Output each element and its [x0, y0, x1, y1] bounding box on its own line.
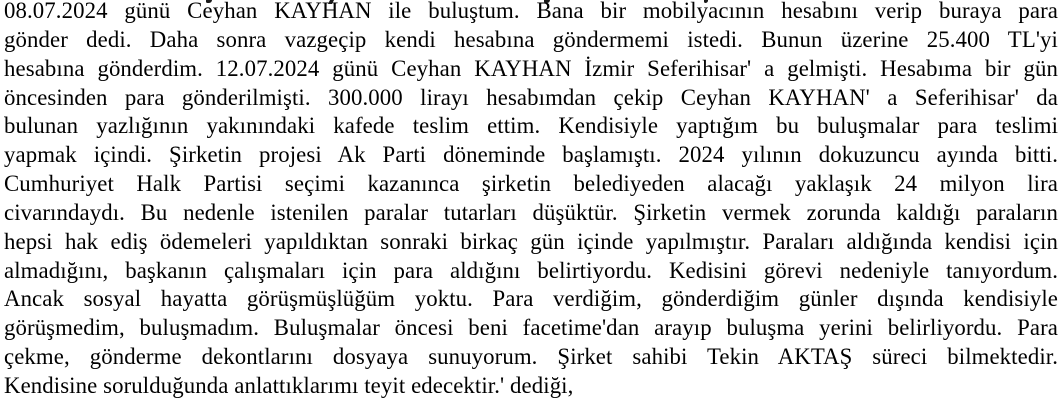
text-line: çekme, gönderme dekontlarını dosyaya sunuyorum. Şirket sahibi Tekin AKTAŞ süreci bilmektedir.: [4, 344, 1058, 370]
text-line: 08.07.2024 günü Ceyhan KAYHAN ile buluştum. Bana bir mobilyacının hesabını verip buraya para: [4, 0, 1058, 23]
text-line: hesabına gönderdim. 12.07.2024 günü Ceyhan KAYHAN İzmir Seferihisar' a gelmişti. Hesabıma bir gün: [4, 55, 1058, 81]
text-line: gönder dedi. Daha sonra vazgeçip kendi hesabına göndermemi istedi. Bunun üzerine 25.400 TL'yi: [4, 26, 1058, 52]
text-line: görüşmedim, buluşmadım. Buluşmalar öncesi beni facetime'dan arayıp buluşma yerini belirliyordu. Para: [4, 315, 1058, 341]
statement-text-block: [4, 0, 1058, 401]
text-line: hepsi hak ediş ödemeleri yapıldıktan sonraki birkaç gün içinde yapılmıştır. Paraları aldığında kendisi için: [4, 228, 1058, 254]
text-line: Ancak sosyal hayatta görüşmüşlüğüm yoktu. Para verdiğim, gönderdiğim günler dışında kendisiyle: [4, 286, 1058, 312]
text-line: yapmak içindi. Şirketin projesi Ak Parti döneminde başlamıştı. 2024 yılının dokuzuncu ayında bitti.: [4, 142, 1058, 168]
text-line-last: Kendisine sorulduğunda anlattıklarımı teyit edecektir.' dediği,: [4, 372, 574, 398]
text-line: almadığını, başkanın çalışmaları için para aldığını belirtiyordu. Kedisini görevi nedeniyle tanıyordum.: [4, 257, 1058, 283]
text-line: bulunan yazlığının yakınındaki kafede teslim ettim. Kendisiyle yaptığım bu buluşmalar para teslimi: [4, 113, 1058, 139]
text-line: civarındaydı. Bu nedenle istenilen paralar tutarları düşüktür. Şirketin vermek zorunda kaldığı paraların: [4, 199, 1058, 225]
text-line: öncesinden para gönderilmişti. 300.000 lirayı hesabımdan çekip Ceyhan KAYHAN' a Seferihisar' da: [4, 84, 1058, 110]
text-line: Cumhuriyet Halk Partisi seçimi kazanınca şirketin belediyeden alacağı yaklaşık 24 milyon lira: [4, 171, 1058, 197]
